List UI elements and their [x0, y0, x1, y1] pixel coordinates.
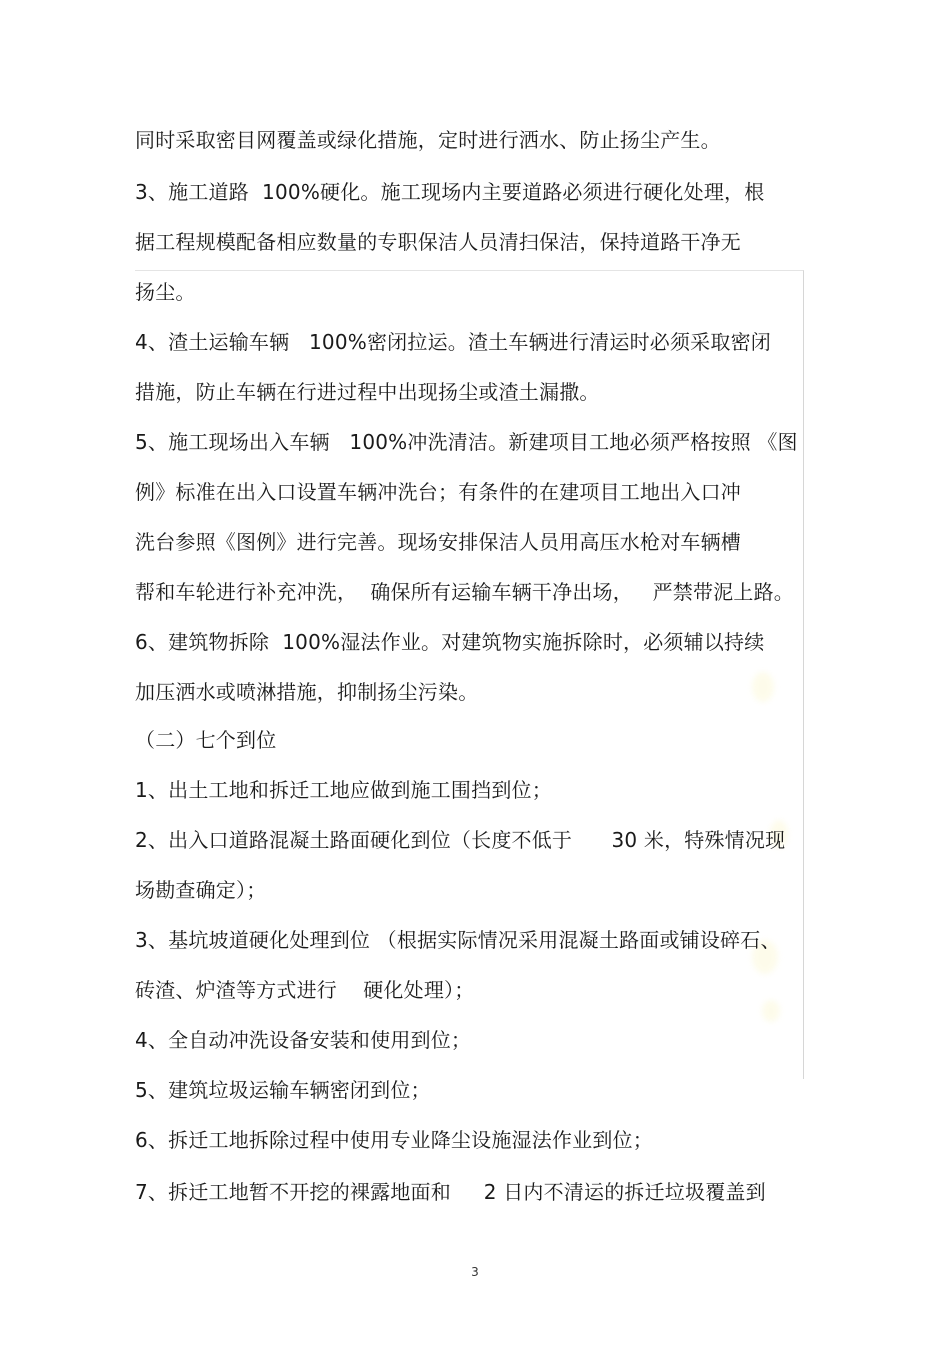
list-item: 4、全自动冲洗设备安装和使用到位； [135, 1028, 472, 1052]
body-text-line: 6、建筑物拆除 100%湿法作业。对建筑物实施拆除时，必须辅以持续 [135, 630, 765, 654]
scan-stain [752, 672, 774, 702]
body-text-line: 同时采取密目网覆盖或绿化措施，定时进行洒水、防止扬尘产生。 [135, 128, 721, 152]
body-text-line: 洗台参照《图例》进行完善。现场安排保洁人员用高压水枪对车辆槽 [135, 530, 741, 554]
list-item: 5、建筑垃圾运输车辆密闭到位； [135, 1078, 431, 1102]
body-text-line: 例》标准在出入口设置车辆冲洗台；有条件的在建项目工地出入口冲 [135, 480, 741, 504]
body-text-line: 扬尘。 [135, 280, 196, 304]
list-item: 2、出入口道路混凝土路面硬化到位（长度不低于 30 米，特殊情况现 [135, 828, 786, 852]
body-text-line: 3、施工道路 100%硬化。施工现场内主要道路必须进行硬化处理，根 [135, 180, 765, 204]
list-item: 场勘查确定）； [135, 878, 267, 902]
list-item: 3、基坑坡道硬化处理到位 （根据实际情况采用混凝土路面或铺设碎石、 [135, 928, 781, 952]
section-heading: （二）七个到位 [135, 728, 277, 752]
list-item: 7、拆迁工地暂不开挖的裸露地面和 2 日内不清运的拆迁垃圾覆盖到 [135, 1180, 766, 1204]
body-text-line: 措施，防止车辆在行进过程中出现扬尘或渣土漏撒。 [135, 380, 600, 404]
body-text-line: 5、施工现场出入车辆 100%冲洗清洁。新建项目工地必须严格按照 《图 [135, 430, 798, 454]
scan-stain [762, 1000, 780, 1022]
list-item: 砖渣、炉渣等方式进行 硬化处理）； [135, 978, 475, 1002]
body-text-line: 帮和车轮进行补充冲洗， 确保所有运输车辆干净出场， 严禁带泥上路。 [135, 580, 794, 604]
page-number: 3 [471, 1265, 479, 1279]
body-text-line: 据工程规模配备相应数量的专职保洁人员清扫保洁，保持道路干净无 [135, 230, 741, 254]
list-item: 1、出土工地和拆迁工地应做到施工围挡到位； [135, 778, 552, 802]
list-item: 6、拆迁工地拆除过程中使用专业降尘设施湿法作业到位； [135, 1128, 653, 1152]
body-text-line: 加压洒水或喷淋措施，抑制扬尘污染。 [135, 680, 479, 704]
body-text-line: 4、渣土运输车辆 100%密闭拉运。渣土车辆进行清运时必须采取密闭 [135, 330, 771, 354]
